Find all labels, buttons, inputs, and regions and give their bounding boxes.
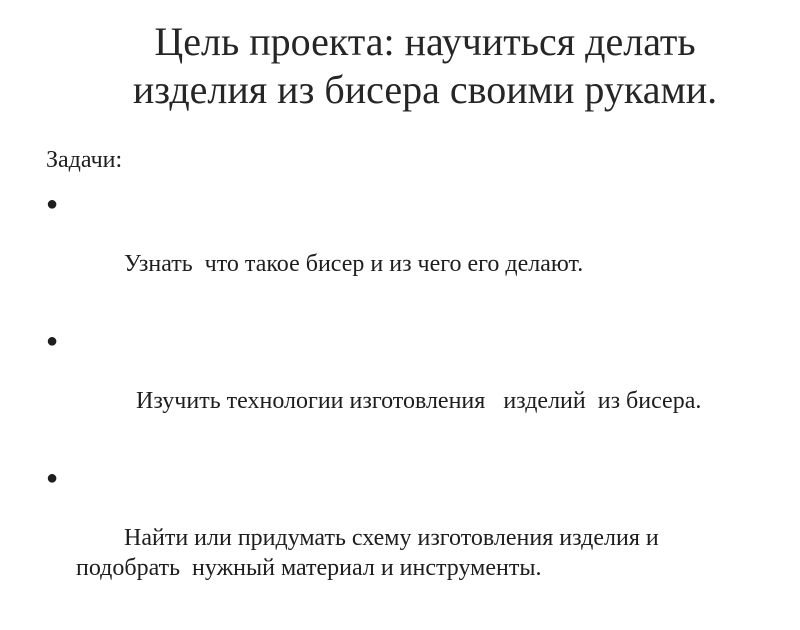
bullet-icon: ● xyxy=(46,193,59,215)
bullet-icon: ● xyxy=(46,467,59,489)
task-text: Узнать что такое бисер и из чего его делают. xyxy=(124,251,584,277)
slide-title xyxy=(80,18,770,114)
list-item xyxy=(46,463,766,613)
list-item xyxy=(46,326,766,446)
task-text: Изучить технологии изготовления изделий из бисера. xyxy=(124,388,702,414)
task-list xyxy=(46,189,766,613)
task-text: Найти или придумать схему изготовления изделия и подобрать нужный материал и инструменты. xyxy=(76,525,665,581)
tasks-label: Задачи: xyxy=(46,147,123,173)
slide-body xyxy=(46,145,766,630)
title-line-1: Цель проекта: научиться делать xyxy=(154,19,696,64)
list-item xyxy=(46,189,766,309)
bullet-icon: ● xyxy=(46,330,59,352)
title-line-2: изделия из бисера своими руками. xyxy=(132,67,718,112)
